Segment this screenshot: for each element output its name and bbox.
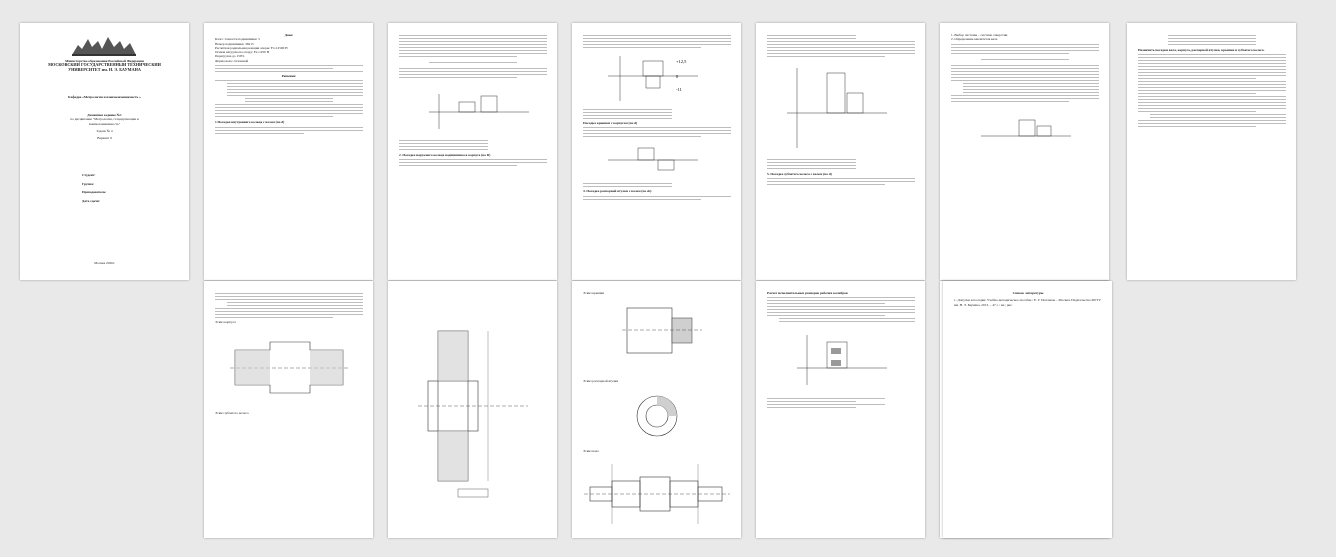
section-heading: 5. Посадка зубчатого колеса с валом (по d) bbox=[767, 172, 832, 176]
housing-sketch bbox=[225, 330, 355, 405]
tolerance-diagram bbox=[598, 51, 718, 106]
bibliography-heading: Список литературы bbox=[1012, 291, 1044, 295]
page-4 bbox=[572, 23, 741, 280]
university-name-2: УНИВЕРСИТЕТ им. Н. Э. БАУМАНА bbox=[68, 67, 141, 72]
page-7 bbox=[1127, 23, 1296, 280]
student-label: Студент: bbox=[82, 173, 96, 177]
list-item: 2. Определение квалитетов вала bbox=[951, 37, 998, 42]
page-5 bbox=[756, 23, 925, 280]
section-heading: 4. Посадка распорной втулки с валом (по ds) bbox=[583, 189, 652, 194]
work-title: Домашнее задание №1 bbox=[87, 113, 122, 117]
group-label: Группа: bbox=[82, 181, 95, 186]
teacher-label: Преподаватель: bbox=[82, 190, 107, 195]
section-heading: 1.Посадка внутреннего кольца с валом (по d) bbox=[215, 120, 285, 125]
cover-sketch bbox=[617, 303, 707, 358]
given-item: Форма вала: сплошной bbox=[215, 58, 249, 63]
figure-caption: Эскиз корпуса bbox=[215, 320, 236, 324]
figure-caption: Эскиз крышки bbox=[583, 291, 605, 295]
department: Кафедра «Метрология и взаимозаменяемость » bbox=[68, 95, 141, 99]
university-logo bbox=[70, 35, 140, 57]
given-item: Класс точности подшипника: 5 bbox=[215, 37, 260, 42]
subject-2: взаимозаменяемость" bbox=[88, 121, 121, 126]
figure-caption: Эскиз зубчатого колеса bbox=[215, 411, 249, 416]
annotation: +12,5 bbox=[676, 59, 687, 64]
tolerance-diagram bbox=[598, 140, 708, 180]
bibliography-item: 1. Допуски и посадки: Учебно-методическое пособие / Е. Г. Поплавок – Москва: Издательство МГТУ им. Н. Э. Баумана, 2013. – 47 с.: ил.; рис. bbox=[954, 298, 1101, 307]
page-8 bbox=[204, 281, 373, 538]
university-name: МОСКОВСКИЙ ГОСУДАРСТВЕННЫЙ ТЕХНИЧЕСКИЙ bbox=[48, 63, 161, 68]
given-heading: Дано: bbox=[284, 33, 294, 37]
given-item: Номер подшипника: 36215 bbox=[215, 41, 254, 46]
tolerance-diagram bbox=[971, 108, 1081, 153]
figure-caption: Эскиз вала bbox=[583, 449, 599, 453]
section-heading: 2. Посадка наружного кольца подшипника в корпусе (по D) bbox=[399, 153, 491, 157]
gauge-tolerance-diagram bbox=[787, 330, 897, 390]
page-13 bbox=[943, 281, 1112, 538]
footer-city-year: Москва 2020г. bbox=[94, 261, 115, 265]
gear-wheel-sketch bbox=[398, 311, 548, 511]
tolerance-diagram bbox=[419, 84, 539, 134]
page-10 bbox=[572, 281, 741, 538]
section-heading: Расчет исполнительных размеров рабочих калибров bbox=[767, 291, 848, 295]
section-heading: Посадка крышки с корпусом (по d) bbox=[583, 121, 638, 125]
given-item: Перегрузка до 150% bbox=[215, 54, 245, 59]
title-page bbox=[20, 23, 189, 280]
date-label: Дата сдачи: bbox=[82, 198, 100, 203]
bushing-sketch bbox=[627, 391, 687, 441]
page-2 bbox=[204, 23, 373, 280]
list-item: 1. Выбор системы – система отверстия. bbox=[951, 33, 1008, 37]
section-heading: Назначить посадки вала, корпуса, распорной втулки, крышки и зубчатого колеса. bbox=[1138, 48, 1265, 52]
page-11 bbox=[756, 281, 925, 538]
variant: Вариант 9 bbox=[97, 136, 112, 141]
ministry-line: Министерство образования Российской Федерации bbox=[65, 59, 144, 63]
subject: по дисциплине "Метрология, стандартизация и bbox=[70, 117, 139, 122]
page-9 bbox=[388, 281, 557, 538]
page-6 bbox=[940, 23, 1109, 280]
shaft-sketch bbox=[582, 459, 732, 529]
figure-caption: Эскиз распорной втулки bbox=[583, 379, 619, 383]
solution-heading: Решение: bbox=[281, 74, 297, 79]
task-number: Задача № 4 bbox=[96, 128, 113, 133]
page-3 bbox=[388, 23, 557, 280]
annotation: 0 bbox=[676, 74, 679, 79]
annotation: -11 bbox=[676, 87, 682, 92]
tolerance-diagram bbox=[777, 63, 897, 153]
given-item: Расчетная радиальная реакция опоры: Fr=12500 Н bbox=[215, 45, 288, 50]
given-item: Осевая нагрузка на опору: Fa=1250 Н bbox=[215, 50, 270, 55]
